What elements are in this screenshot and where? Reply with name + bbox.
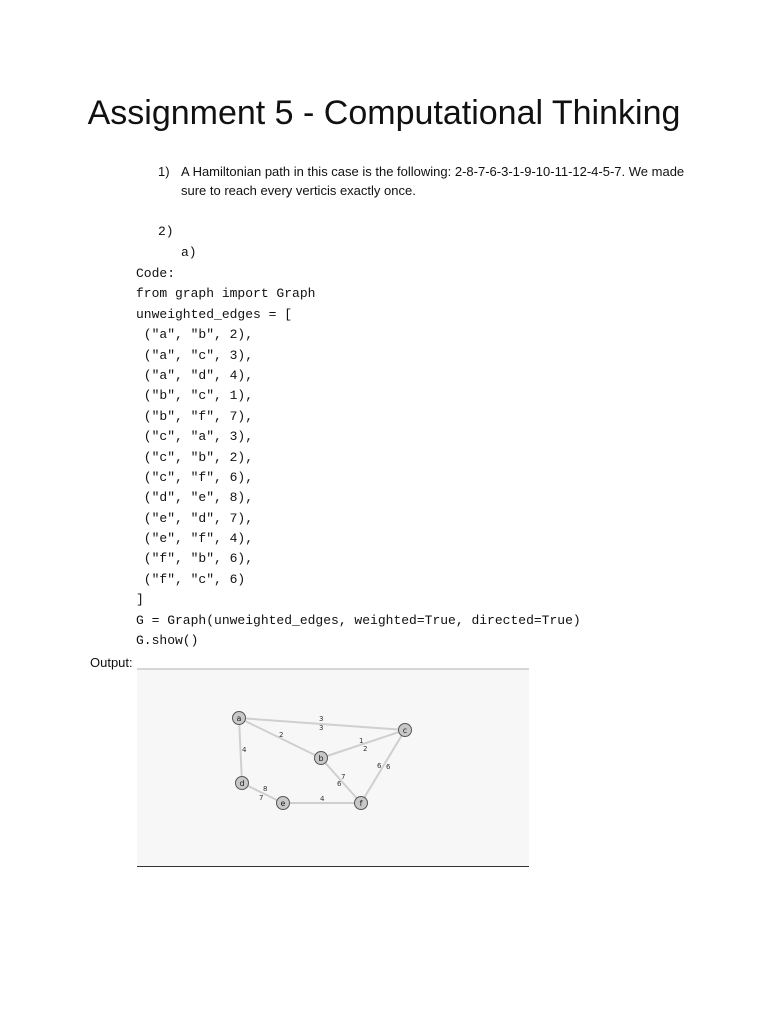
code-line: ("b", "f", 7), — [136, 408, 254, 424]
node-label-d: d — [239, 779, 245, 788]
code-line: ("f", "b", 6), — [136, 551, 254, 567]
graph-node-f — [355, 797, 368, 810]
code-line: ] — [136, 592, 144, 608]
edge-label-ef: 4 — [320, 795, 325, 803]
question-2-number: 2) — [158, 224, 174, 239]
code-line: G.show() — [136, 633, 199, 649]
node-label-c: c — [402, 726, 408, 735]
graph-node-b — [315, 752, 328, 765]
code-line: G = Graph(unweighted_edges, weighted=True, directed=True) — [136, 612, 581, 628]
node-label-a: a — [236, 714, 242, 723]
code-line: ("a", "c", 3), — [136, 347, 254, 363]
code-line: ("c", "a", 3), — [136, 429, 254, 445]
node-label-f: f — [359, 799, 363, 808]
graph-output-image — [137, 668, 529, 867]
node-label-e: e — [280, 799, 286, 808]
edge-label-cb: 2 — [363, 745, 368, 753]
edge-label-ed: 7 — [259, 794, 264, 802]
code-block — [136, 264, 581, 651]
edge-label-de: 8 — [263, 785, 268, 793]
code-line: ("a", "b", 2), — [136, 327, 254, 343]
edge-label-ad: 4 — [242, 746, 247, 754]
code-line: ("d", "e", 8), — [136, 490, 254, 506]
question-1-text: A Hamiltonian path in this case is the following: 2-8-7-6-3-1-9-10-11-12-4-5-7. We made sure to reach every verticis exactly once. — [181, 164, 685, 198]
edge-c-f — [361, 730, 405, 803]
graph-node-d — [236, 777, 249, 790]
output-label: Output: — [90, 655, 133, 670]
code-line: ("e", "d", 7), — [136, 510, 254, 526]
edge-label-ca: 3 — [319, 724, 324, 732]
graph-node-a — [233, 712, 246, 725]
edge-label-fc: 6 — [386, 763, 391, 771]
code-line: ("c", "b", 2), — [136, 449, 254, 465]
code-line: ("c", "f", 6), — [136, 469, 254, 485]
edge-label-ac: 3 — [319, 715, 324, 723]
graph-node-e — [277, 797, 290, 810]
code-line: ("a", "d", 4), — [136, 367, 254, 383]
edge-label-bf: 7 — [341, 773, 346, 781]
graph-diagram — [137, 670, 529, 866]
graph-node-c — [399, 724, 412, 737]
page-title: Assignment 5 - Computational Thinking — [87, 94, 681, 132]
question-1-number: 1) — [158, 164, 170, 179]
code-line: Code: — [136, 266, 176, 281]
code-line: from graph import Graph — [136, 286, 316, 302]
code-line: ("e", "f", 4), — [136, 531, 254, 547]
question-2-part-a: a) — [181, 245, 197, 260]
edge-label-fb: 6 — [337, 780, 342, 788]
edge-label-ab: 2 — [279, 731, 284, 739]
node-label-b: b — [318, 754, 324, 763]
code-line: unweighted_edges = [ — [136, 306, 293, 322]
code-line: ("f", "c", 6) — [136, 571, 246, 587]
edge-label-bc: 1 — [359, 737, 364, 745]
edge-label-cf: 6 — [377, 762, 382, 770]
code-line: ("b", "c", 1), — [136, 388, 254, 404]
